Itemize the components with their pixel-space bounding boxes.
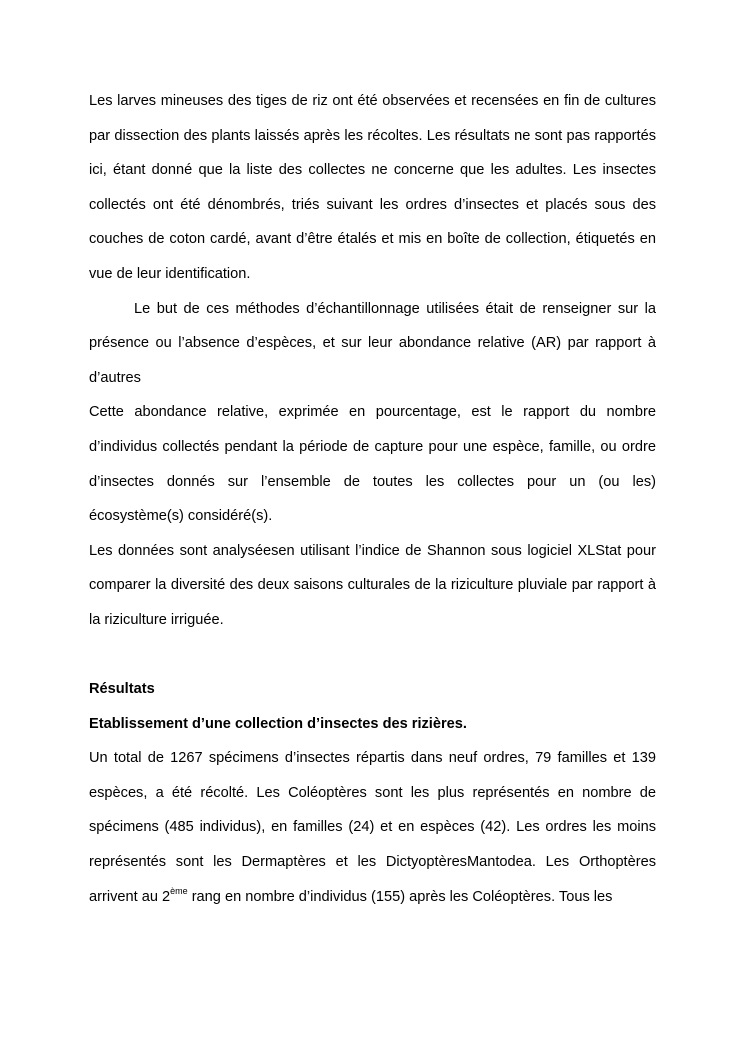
specimen-totals-continuation: rang en nombre d’individus (155) après les Coléoptères. Tous les [187, 888, 613, 905]
paragraph-sampling-purpose: Le but de ces méthodes d’échantillonnage utilisées était de renseigner sur la présence ou l’absence d’espèces, et sur leur abondance relative (AR) par rapport à d’autres [89, 300, 656, 386]
blank-line [89, 638, 656, 673]
specimen-totals-text: Un total de 1267 spécimens d’insectes répartis dans neuf ordres, 79 familles et 139 espèces, a été récolté. Les Coléoptères sont les plus représentés en nombre de spécimens (485 individus), en familles (24) et en espèces (42). Les ordres les moins représentés sont les Dermaptères et les DictyoptèresMantodea. Les Orthoptères arrivent au 2 [89, 750, 656, 905]
paragraph-larvae-collection: Les larves mineuses des tiges de riz ont été observées et recensées en fin de cultures par dissection des plants laissés après les récoltes. Les résultats ne sont pas rapportés ici, étant donné que la liste des collectes ne concerne que les adultes. Les insectes collectés ont été dénombrés, triés suivant les ordres d’insectes et placés sous des couches de coton cardé, avant d’être étalés et mis en boîte de collection, étiquetés en vue de leur identification. [89, 93, 656, 282]
paragraph-shannon-analysis: Les données sont analyséesen utilisant l’indice de Shannon sous logiciel XLStat pour comparer la diversité des deux saisons culturales de la riziculture pluviale par rapport à la riziculture irriguée. [89, 542, 656, 628]
paragraph-specimen-totals [89, 741, 656, 914]
ordinal-superscript: ème [170, 885, 188, 896]
body-text [89, 84, 656, 914]
collection-subheading: Etablissement d’une collection d’insectes des rizières. [89, 715, 467, 732]
paragraph-relative-abundance: Cette abondance relative, exprimée en pourcentage, est le rapport du nombre d’individus collectés pendant la période de capture pour une espèce, famille, ou ordre d’insectes donnés sur l’ensemble de toutes les collectes pour un (ou les) écosystème(s) considéré(s). [89, 404, 656, 525]
results-heading: Résultats [89, 681, 155, 698]
